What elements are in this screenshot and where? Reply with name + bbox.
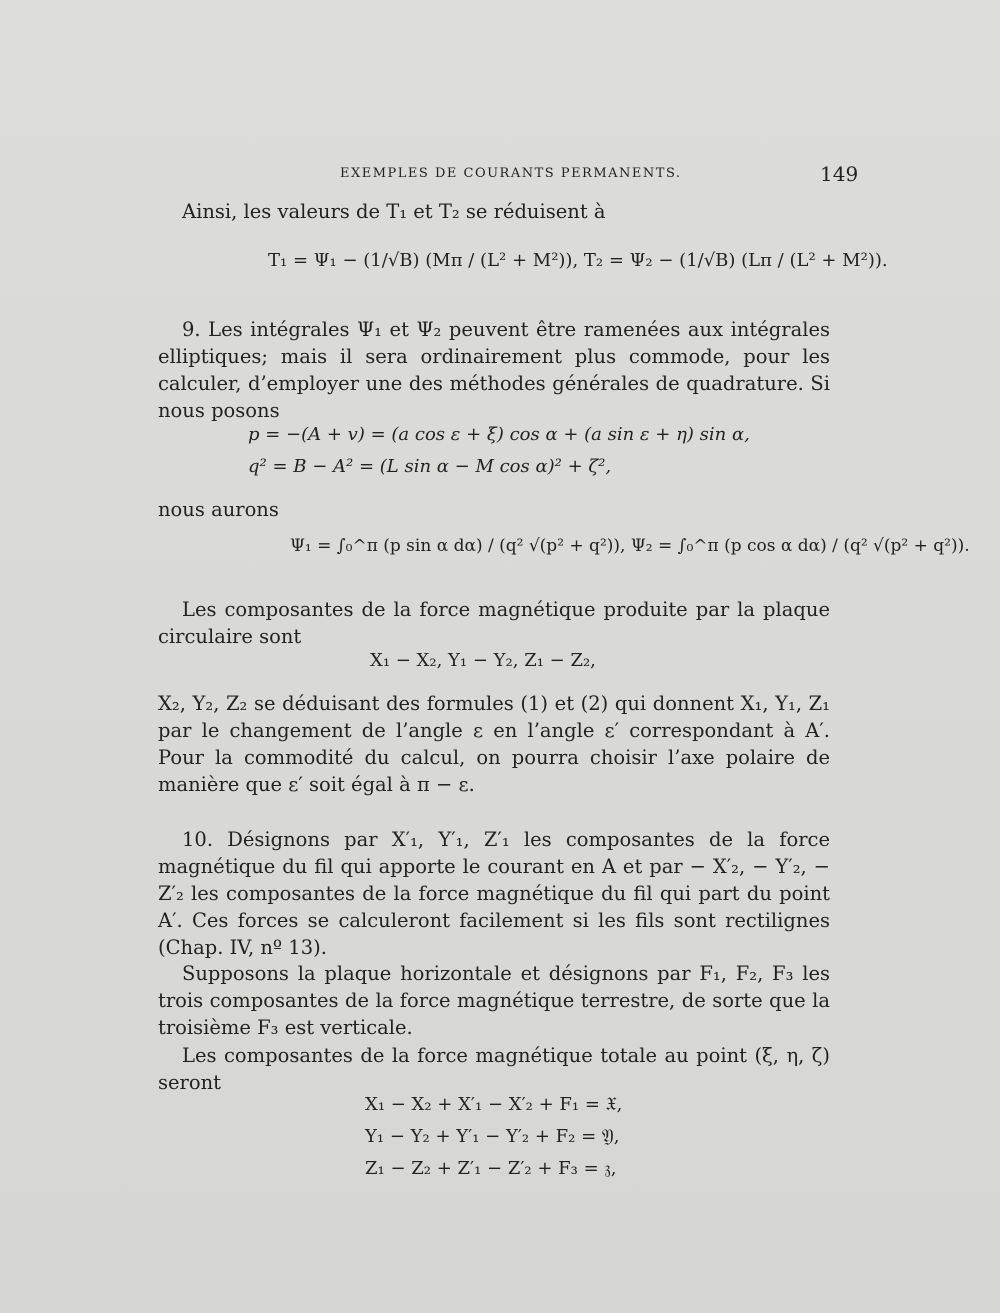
equation-final-x: X₁ − X₂ + X′₁ − X′₂ + F₁ = 𝔛, xyxy=(365,1094,623,1115)
supposons-text: Supposons la plaque horizontale et désignons par F₁, F₂, F₃ les trois composantes de la force magnétique terrestre, de sorte que la troisième F₃ est verticale. xyxy=(158,962,830,1039)
equation-final-y: Y₁ − Y₂ + Y′₁ − Y′₂ + F₂ = 𝔜, xyxy=(365,1126,620,1147)
paragraph-10: 10. Désignons par X′₁, Y′₁, Z′₁ les composantes de la force magnétique du fil qui apporte le courant en A et par − X′₂, − Y′₂, − Z′₂ les composantes de la force magnétique du fil qui part du point A′. Ces forces se calculeront facilement si les fils sont rectilignes (Chap. IV, nº 13). xyxy=(158,828,830,959)
equation-final-z: Z₁ − Z₂ + Z′₁ − Z′₂ + F₃ = 𝔷, xyxy=(365,1158,617,1179)
totale-text: Les composantes de la force magnétique totale au point (ξ, η, ζ) seront xyxy=(158,1044,830,1094)
equation-psi: Ψ₁ = ∫₀^π (p sin α dα) / (q² √(p² + q²)), Ψ₂ = ∫₀^π (p cos α dα) / (q² √(p² + q²)). xyxy=(290,536,970,556)
equation-T: T₁ = Ψ₁ − (1/√B) (Mπ / (L² + M²)), T₂ = Ψ₂ − (1/√B) (Lπ / (L² + M²)). xyxy=(268,250,888,271)
paragraph-9: 9. Les intégrales Ψ₁ et Ψ₂ peuvent être ramenées aux intégrales elliptiques; mais il sera ordinairement plus commode, pour les calculer, d’employer une des méthodes générales de quadrature. Si nous posons xyxy=(158,318,830,422)
intro-text: Ainsi, les valeurs de T₁ et T₂ se réduisent à xyxy=(182,200,606,223)
page-number: 149 xyxy=(820,162,859,186)
deduction-text: X₂, Y₂, Z₂ se déduisant des formules (1) et (2) qui donnent X₁, Y₁, Z₁ par le changement de l’angle ε en l’angle ε′ correspondant à A′. Pour la commodité du calcul, on pourra choisir l’axe polaire de manière que ε′ soit égal à π − ε. xyxy=(158,692,830,796)
nous-aurons-text: nous aurons xyxy=(158,498,279,521)
equation-q: q² = B − A² = (L sin α − M cos α)² + ζ², xyxy=(248,456,612,477)
composantes-text: Les composantes de la force magnétique produite par la plaque circulaire sont xyxy=(158,598,830,648)
header-title: EXEMPLES DE COURANTS PERMANENTS. xyxy=(340,166,682,181)
equation-p: p = −(A + v) = (a cos ε + ξ) cos α + (a sin ε + η) sin α, xyxy=(248,424,750,445)
equation-xyz: X₁ − X₂, Y₁ − Y₂, Z₁ − Z₂, xyxy=(370,650,596,671)
